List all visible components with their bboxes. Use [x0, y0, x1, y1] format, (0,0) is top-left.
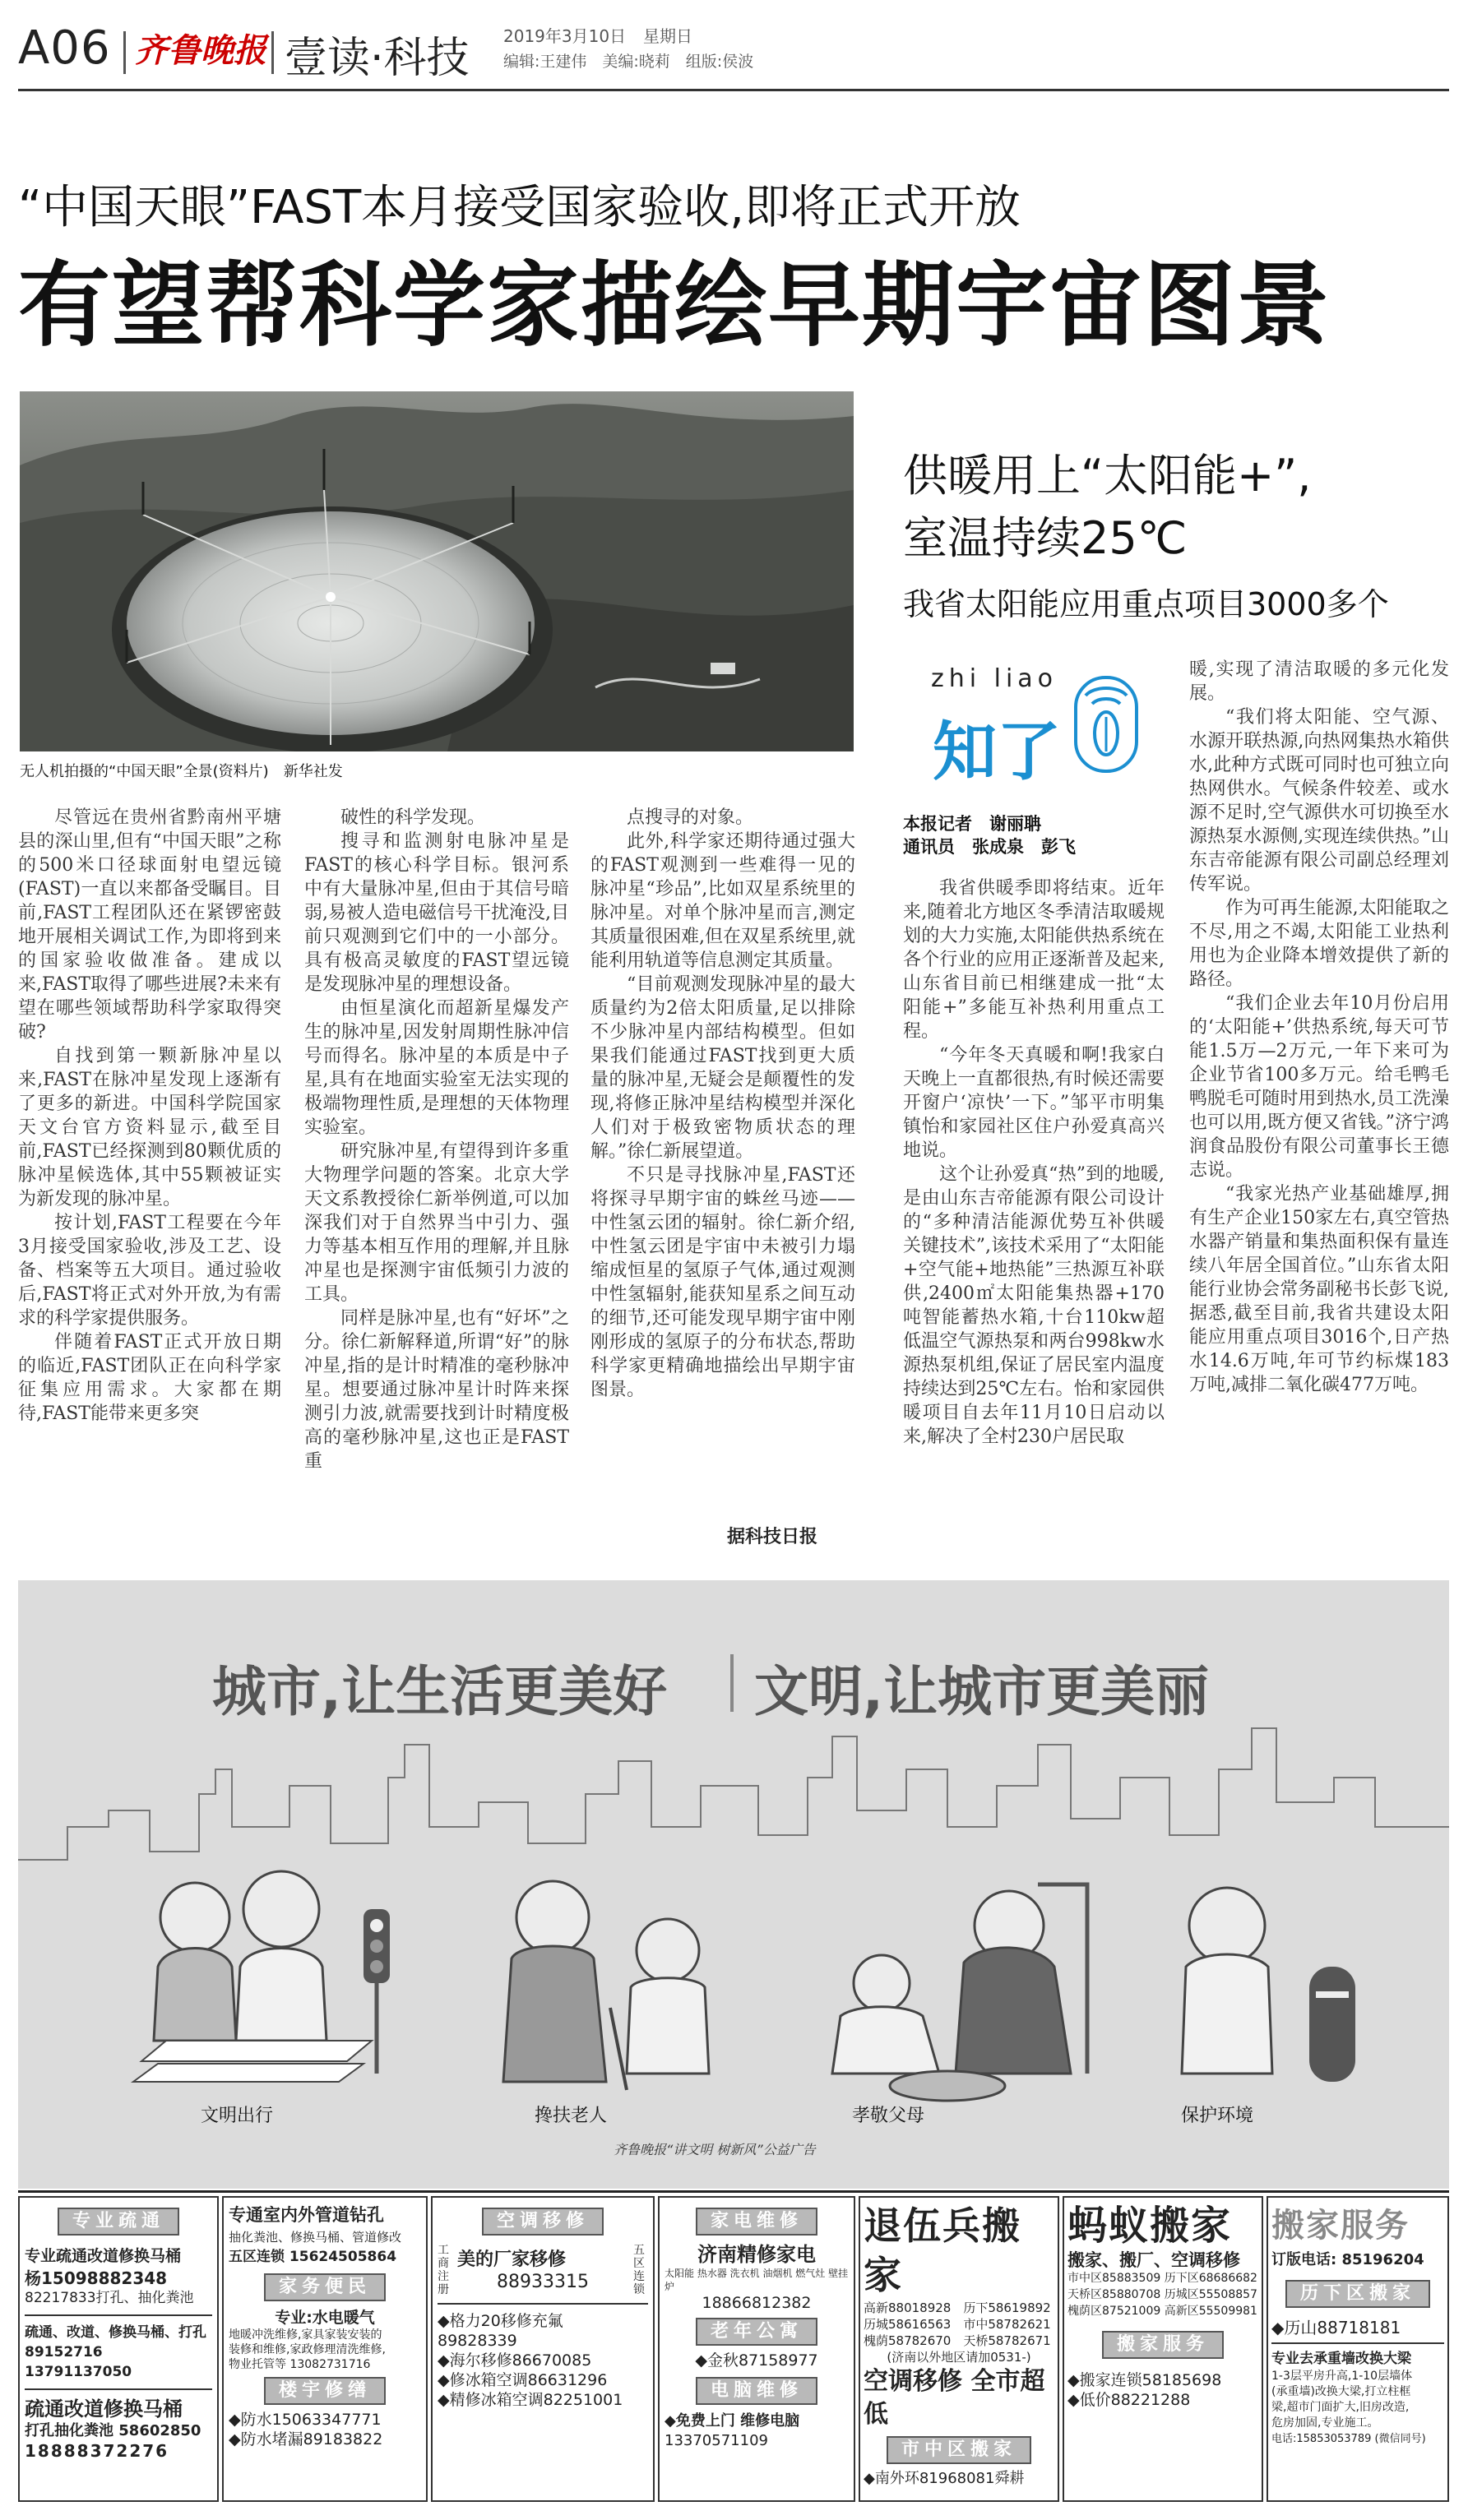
article-column-2 [304, 806, 569, 1546]
paragraph: 破性的科学发现。 [340, 807, 486, 828]
ad-line: 89152716 13791137050 [25, 2344, 132, 2380]
paragraph: 伴随着FAST正式开放日期的临近,FAST团队正在向科学家征集应用需求。大家都在期待,FAST能带来更多突 [18, 1332, 281, 1424]
scene-label: 文明出行 [201, 2106, 274, 2126]
column-pinyin: zhi liao [931, 664, 1058, 693]
side-article-title-2: 室温持续25℃ [903, 512, 1188, 564]
newspaper-logo: 齐鲁晚报 [135, 31, 266, 70]
paragraph: 作为可再生能源,太阳能取之不尽,用之不竭,太阳能工业热利用也为企业降本增效提供了新的路径。 [1189, 898, 1449, 990]
paragraph: 这个让孙爱真“热”到的地暖,是由山东吉帝能源有限公司设计的“多种清洁能源优势互补供暖关键技术”,该技术采用了“太阳能+空气能+地热能”三热源互补联供,2400㎡太阳能集热器+170吨智能蓄热水箱,十台110kw超低温空气源热泵和两台998kw水源热泵机组,保证了居民室内温度持续达到25℃左右。怡和家园供暖项目自去年11月10日启动以来,解决了全村230户居民取 [903, 1164, 1165, 1447]
ad-line: ◆格力20移修充氟 [438, 2312, 563, 2330]
ad-line: 18866812382 [702, 2294, 812, 2312]
ad-line: 搬家、搬厂、空调移修 [1067, 2250, 1240, 2270]
reporter-byline: 本报记者 谢丽聃 [903, 814, 1041, 834]
ad-line: ◆低价88221288 [1067, 2391, 1191, 2409]
ad-title: 疏通改道修换马桶 [25, 2397, 183, 2421]
side-column-2 [1189, 658, 1449, 1542]
category-label: 市中区搬家 [887, 2436, 1031, 2464]
ad-line: 太阳能 热水器 洗衣机 油烟机 燃气灶 壁挂炉 [665, 2268, 849, 2292]
ad-line: ◆免费上门 维修电脑 [665, 2412, 800, 2430]
ad-title: 空调移修 全市超低 [864, 2367, 1045, 2429]
category-label: 空调移修 [482, 2208, 604, 2236]
ad-line: 抽化粪池、修换马桶、管道修改 [229, 2230, 402, 2245]
ad-line: 订版电话: 85196204 [1271, 2251, 1424, 2268]
column-name: 知了 [933, 715, 1062, 789]
ad-title: 专业去承重墙改换大梁 [1271, 2351, 1411, 2367]
ad-line: ◆南外环81968081舜耕 [864, 2470, 1025, 2487]
article-source: 据科技日报 [727, 1527, 818, 1547]
side-article-title: 供暖用上“太阳能+”, [903, 450, 1312, 502]
ad-line: 88933315 [497, 2272, 589, 2292]
page-number: A06 [18, 21, 111, 75]
paragraph: 我省供暖季即将结束。近年来,随着北方地区冬季清洁取暖规划的大力实施,太阳能供热系统在各个行业的应用正逐渐普及起来,山东省目前已相继建成一批“太阳能+”多能互补热利用重点工程。 [903, 878, 1165, 1042]
ad-line: 物业托管等 13082731716 [229, 2358, 371, 2371]
section-title: 壹读·科技 [285, 34, 470, 83]
side-article-subtitle: 我省太阳能应用重点项目3000多个 [903, 586, 1389, 622]
ad-line: ◆防水堵漏89183822 [229, 2430, 383, 2448]
classified-block [18, 2196, 219, 2502]
ad-line: 装修和维修,家政修理清洗维修, [229, 2343, 386, 2356]
editor-credits: 编辑:王建伟 美编:晓莉 组版:侯波 [503, 53, 754, 71]
paragraph: 点搜寻的对象。 [627, 807, 754, 828]
category-label: 电脑维修 [696, 2377, 817, 2405]
paragraph: 由恒星演化而超新星爆发产生的脉冲星,因发射周期性脉冲信号而得名。脉冲星的本质是中子星,具有在地面实验室无法实现的极端物理性质,是理想的天体物理实验室。 [304, 998, 569, 1138]
category-label: 家电维修 [696, 2208, 817, 2236]
category-label: 搬家服务 [1102, 2331, 1224, 2359]
paragraph: 尽管远在贵州省黔南州平塘县的深山里,但有“中国天眼”之称的500米口径球面射电望远镜(FAST)一直以来都备受瞩目。目前,FAST工程团队还在紧锣密鼓地开展相关调试工作,为即将到来的国家验收做准备。建成以来,FAST取得了哪些进展?未来有望在哪些领域帮助科学家取得突破? [18, 807, 281, 1043]
ad-line: ◆历山88718181 [1271, 2318, 1401, 2337]
scene-label: 搀扶老人 [535, 2106, 608, 2126]
ad-title: 美的厂家移修 [457, 2250, 567, 2270]
scene-label: 孝敬父母 [852, 2106, 925, 2126]
ad-line: 天桥区85880708 历城区55508857 [1067, 2288, 1257, 2301]
category-label: 老年公寓 [696, 2318, 817, 2346]
ad-line: 槐荫区87521009 高新区55509981 [1067, 2305, 1257, 2318]
classified-block [222, 2196, 428, 2502]
ad-line: 地暖冲洗维修,家具家装安装的 [229, 2328, 382, 2342]
ad-line: ◆海尔移修86670085 [438, 2351, 592, 2370]
ad-title: 退伍兵搬家 [864, 2203, 1021, 2297]
ad-line: 五区连锁 [633, 2244, 645, 2296]
paragraph: 搜寻和监测射电脉冲星是FAST的核心科学目标。银河系中有大量脉冲星,但由于其信号暗弱,易被人造电磁信号干扰淹没,目前只观测到它们中的一小部分。具有极高灵敏度的FAST望远镜是发现脉冲星的理想设备。 [304, 831, 569, 995]
ad-title: 济南精修家电 [697, 2243, 816, 2266]
ad-line: 五区连锁 15624505864 [229, 2249, 397, 2265]
paragraph: 此外,科学家还期待通过强大的FAST观测到一些难得一见的脉冲星“珍品”,比如双星系统里的脉冲星。对单个脉冲星而言,测定其质量很困难,但在双星系统里,就能利用轨道等信息测定其质量。 [590, 831, 855, 971]
category-label: 楼宇修缮 [264, 2377, 386, 2405]
ad-line: 历城58616563 市中58782621 [864, 2317, 1051, 2332]
article-column-3 [590, 806, 855, 1513]
paragraph: 研究脉冲星,有望得到许多重大物理学问题的答案。北京大学天文系教授徐仁新举例道,可以加深我们对于自然界当中引力、强力等基本相互作用的理解,并且脉冲星也是探测宇宙低频引力波的工具。 [304, 1141, 569, 1305]
ad-line: ◆金秋87158977 [695, 2351, 818, 2370]
ad-slogan-right: 文明,让城市更美丽 [754, 1660, 1210, 1723]
paragraph: “我家光热产业基础雄厚,拥有生产企业150家左右,真空管热水器产销量和集热面积保有量连续八年居全国首位。”山东省太阳能行业协会常务副秘书长彭飞说,据悉,截至目前,我省共建设太阳能应用重点项目3016个,日产热水14.6万吨,年可节约标煤183万吨,减排二氧化碳477万吨。 [1189, 1184, 1449, 1395]
classified-block [658, 2196, 855, 2502]
paragraph: 不只是寻找脉冲星,FAST还将探寻早期宇宙的蛛丝马迹——中性氢云团的辐射。徐仁新介绍,中性氢云团是宇宙中未被引力塌缩成恒星的氢原子气体,通过观测中性氢辐射,能获知星系之间互动的细节,还可能发现早期宇宙中刚刚形成的氢原子的分布状态,帮助科学家更精确地描绘出早期宇宙图景。 [590, 1165, 855, 1400]
ad-title: 专通室内外管道钻孔 [229, 2205, 384, 2225]
side-column-1 [903, 876, 1165, 1542]
ad-line: 高新88018928 历下58619892 [864, 2300, 1051, 2315]
ad-line: 槐荫58782670 天桥58782671 [864, 2333, 1051, 2348]
category-label: 历下区搬家 [1285, 2280, 1430, 2308]
article-kicker: “中国天眼”FAST本月接受国家验收,即将正式开放 [18, 181, 1021, 234]
ad-line: ◆修冰箱空调86631296 [438, 2371, 608, 2389]
ad-line: 82217833打孔、抽化粪池 [25, 2290, 194, 2306]
classified-block [859, 2196, 1059, 2502]
classified-block [431, 2196, 655, 2502]
ad-title: 蚂蚁搬家 [1067, 2203, 1233, 2249]
article-column-1 [18, 806, 281, 1546]
ad-line: (承重墙)改换大梁,打立柱框 [1271, 2385, 1411, 2398]
ad-line: 杨15098882348 [25, 2268, 168, 2288]
ad-line: 市中区85883509 历下区68686682 [1067, 2272, 1257, 2285]
ad-title: 专业:水电暖气 [275, 2309, 375, 2327]
paragraph: “我们将太阳能、空气源、水源开联热源,向热网集热水箱供水,此种方式既可同时也可独立向热网供水。气候条件较差、或水源不足时,空气源供水可切换至水源热泵水源侧,实现连续供热。”山东吉帝能源有限公司副总经理刘传军说。 [1189, 707, 1449, 895]
ad-line: 梁,超市门面扩大,旧房改造, [1271, 2401, 1410, 2414]
ad-line: 89828339 [438, 2332, 517, 2350]
article-headline: 有望帮科学家描绘早期宇宙图景 [18, 252, 1331, 359]
classified-block [1267, 2196, 1449, 2502]
ad-line: ◆精修冰箱空调82251001 [438, 2391, 623, 2409]
ad-line: 工商注册 [438, 2244, 449, 2296]
ad-line: ◆搬家连锁58185698 [1067, 2371, 1222, 2389]
ad-line: 13370571109 [665, 2432, 768, 2449]
header-divider [123, 31, 126, 74]
classified-block [1063, 2196, 1263, 2502]
paragraph: 暖,实现了清洁取暖的多元化发展。 [1189, 659, 1449, 704]
issue-weekday: 星期日 [643, 26, 692, 46]
ad-line: 电话:15853053789 (微信同号) [1271, 2433, 1426, 2445]
ad-line: 1-3层平房升高,1-10层墙体 [1271, 2370, 1413, 2383]
ad-line: 打孔抽化粪池 58602850 [25, 2422, 201, 2439]
paragraph: 按计划,FAST工程要在今年3月接受国家验收,涉及工艺、设备、档案等五大项目。通过验收后,FAST将正式对外开放,为有需求的科学家提供服务。 [18, 1213, 281, 1329]
ad-slogan [212, 1648, 1209, 1726]
header-divider [271, 31, 274, 74]
ad-title: 搬家服务 [1271, 2207, 1410, 2245]
correspondent-byline: 通讯员 张成泉 彭飞 [903, 837, 1076, 857]
header-rule [18, 89, 1449, 91]
classified-ads [18, 2190, 1449, 2503]
paragraph: 同样是脉冲星,也有“好坏”之分。徐仁新解释道,所谓“好”的脉冲星,指的是计时精准的毫秒脉冲星。想要通过脉冲星计时阵来探测引力波,就需要找到计时精度极高的毫秒脉冲星,这也正是FAST重 [304, 1308, 569, 1472]
paragraph: 自找到第一颗新脉冲星以来,FAST在脉冲星发现上逐渐有了更多的新进。中国科学院国家天文台官方资料显示,截至目前,FAST已经探测到80颗优质的脉冲星候选体,其中55颗被证实为新发现的脉冲星。 [18, 1046, 281, 1209]
scene-label: 保护环境 [1181, 2106, 1254, 2126]
ad-line: (济南以外地区请加0531-) [887, 2350, 1031, 2365]
ad-footer: 齐鲁晚报“讲文明 树新风”公益广告 [614, 2142, 816, 2157]
paragraph: “我们企业去年10月份启用的‘太阳能+’供热系统,每天可节能1.5万—2万元,一年下来可为企业节省100多万元。给毛鸭毛鸭脱毛可随时用到热水,员工洗澡也可以用,既方便又省钱。”济宁鸿润食品股份有限公司董事长王德志说。 [1189, 993, 1449, 1181]
category-label: 专业疏通 [58, 2208, 179, 2236]
ad-title: 专业疏通改道修换马桶 [25, 2247, 182, 2265]
ad-line: 危房加固,专业施工。 [1271, 2416, 1379, 2430]
ad-slogan-left: 城市,让生活更美好 [212, 1660, 668, 1723]
cicada-icon [1074, 676, 1138, 773]
fast-telescope-photo [20, 391, 854, 751]
ad-line: ◆防水15063347771 [229, 2411, 382, 2429]
photo-caption: 无人机拍摄的“中国天眼”全景(资料片) 新华社发 [20, 763, 343, 780]
paragraph: “目前观测发现脉冲星的最大质量约为2倍太阳质量,足以排除不少脉冲星内部结构模型。但如果我们能通过FAST找到更大质量的脉冲星,无疑会是颠覆性的发现,将修正脉冲星结构模型并深化人们对于极致密物质状态的理解。”徐仁新展望道。 [590, 974, 855, 1162]
ad-title: 疏通、改道、修换马桶、打孔 [25, 2324, 206, 2341]
issue-date: 2019年3月10日 [503, 26, 627, 46]
ad-line: 18888372276 [25, 2441, 169, 2461]
paragraph: “今年冬天真暖和啊!我家白天晚上一直都很热,有时候还需要开窗户‘凉快’一下。”邹平市明集镇怡和家园社区住户孙爱真高兴地说。 [903, 1045, 1165, 1161]
slogan-divider [730, 1654, 734, 1712]
category-label: 家务便民 [264, 2273, 386, 2301]
